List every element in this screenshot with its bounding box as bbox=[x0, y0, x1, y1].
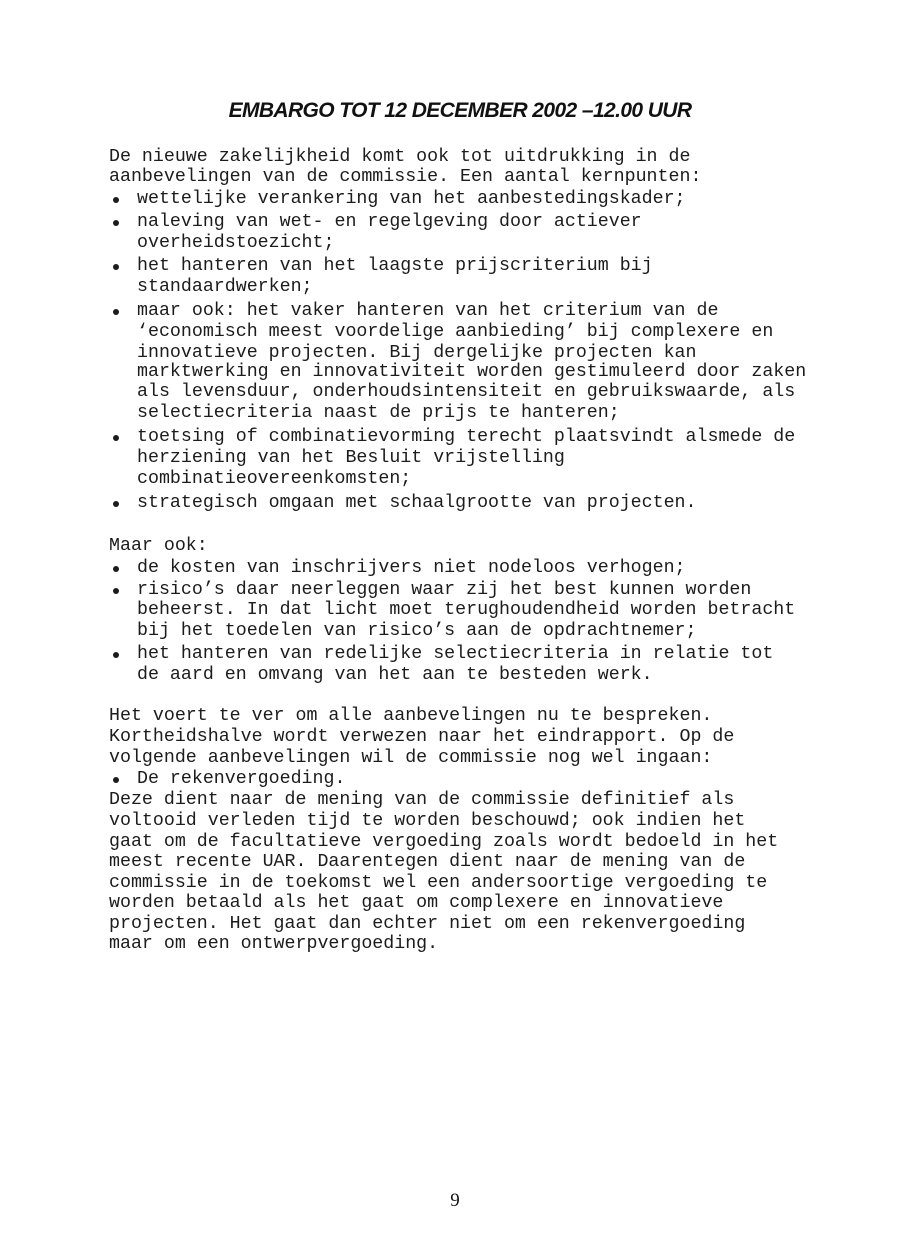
text-line: bij het toedelen van risico’s aan de opdrachtnemer; bbox=[137, 621, 697, 641]
page-number: 9 bbox=[450, 1190, 460, 1211]
text-line: combinatieovereenkomsten; bbox=[137, 469, 412, 489]
text-line: Het voert te ver om alle aanbevelingen nu te bespreken. bbox=[109, 706, 713, 726]
text-line: ‘economisch meest voordelige aanbieding’ bij complexere en bbox=[137, 322, 774, 342]
text-line: marktwerking en innovativiteit worden gestimuleerd door zaken bbox=[137, 362, 807, 382]
text-line: standaardwerken; bbox=[137, 277, 313, 297]
text-line: volgende aanbevelingen wil de commissie nog wel ingaan: bbox=[109, 748, 713, 768]
text-line: projecten. Het gaat dan echter niet om een rekenvergoeding bbox=[109, 914, 746, 934]
bullet-icon bbox=[113, 220, 119, 226]
text-line: gaat om de facultatieve vergoeding zoals wordt bedoeld in het bbox=[109, 832, 779, 852]
bullet-item-text: het hanteren van redelijke selectiecriteria in relatie tot bbox=[137, 644, 774, 664]
embargo-heading: EMBARGO TOT 12 DECEMBER 2002 –12.00 UUR bbox=[228, 99, 692, 122]
bullet-item-text: naleving van wet- en regelgeving door actiever bbox=[137, 212, 642, 232]
bullet-item-text: risico’s daar neerleggen waar zij het best kunnen worden bbox=[137, 580, 752, 600]
bullet-item-text: toetsing of combinatievorming terecht plaatsvindt alsmede de bbox=[137, 427, 796, 447]
bullet-icon bbox=[113, 652, 119, 658]
text-line: herziening van het Besluit vrijstelling bbox=[137, 448, 565, 468]
text-line: innovatieve projecten. Bij dergelijke projecten kan bbox=[137, 343, 697, 363]
text-line: commissie in de toekomst wel een andersoortige vergoeding te bbox=[109, 873, 768, 893]
bullet-icon bbox=[113, 264, 119, 270]
text-line: Kortheidshalve wordt verwezen naar het eindrapport. Op de bbox=[109, 727, 735, 747]
text-line: de aard en omvang van het aan te besteden werk. bbox=[137, 665, 653, 685]
text-line: Deze dient naar de mening van de commissie definitief als bbox=[109, 790, 735, 810]
bullet-icon bbox=[113, 309, 119, 315]
text-line: maar om een ontwerpvergoeding. bbox=[109, 934, 439, 954]
text-line: overheidstoezicht; bbox=[137, 233, 335, 253]
text-line: worden betaald als het gaat om complexere en innovatieve bbox=[109, 893, 724, 913]
bullet-item-text: De rekenvergoeding. bbox=[137, 769, 346, 789]
bullet-icon bbox=[113, 566, 119, 572]
bullet-item-text: wettelijke verankering van het aanbestedingskader; bbox=[137, 189, 686, 209]
bullet-icon bbox=[113, 777, 119, 783]
bullet-icon bbox=[113, 588, 119, 594]
bullet-item-text: het hanteren van het laagste prijscriterium bij bbox=[137, 256, 653, 276]
bullet-icon bbox=[113, 501, 119, 507]
bullet-item-text: de kosten van inschrijvers niet nodeloos verhogen; bbox=[137, 558, 686, 578]
text-line: voltooid verleden tijd te worden beschouwd; ook indien het bbox=[109, 811, 746, 831]
bullet-item-text: maar ook: het vaker hanteren van het criterium van de bbox=[137, 301, 719, 321]
bullet-icon bbox=[113, 197, 119, 203]
bullet-item-text: strategisch omgaan met schaalgrootte van projecten. bbox=[137, 493, 697, 513]
text-line: beheerst. In dat licht moet terughoudendheid worden betracht bbox=[137, 600, 796, 620]
text-line: selectiecriteria naast de prijs te hanteren; bbox=[137, 403, 620, 423]
text-line: als levensduur, onderhoudsintensiteit en gebruikswaarde, als bbox=[137, 382, 796, 402]
text-line: Maar ook: bbox=[109, 536, 208, 556]
bullet-icon bbox=[113, 435, 119, 441]
text-line: meest recente UAR. Daarentegen dient naar de mening van de bbox=[109, 852, 746, 872]
text-line: De nieuwe zakelijkheid komt ook tot uitdrukking in de bbox=[109, 147, 691, 167]
text-line: aanbevelingen van de commissie. Een aantal kernpunten: bbox=[109, 167, 702, 187]
